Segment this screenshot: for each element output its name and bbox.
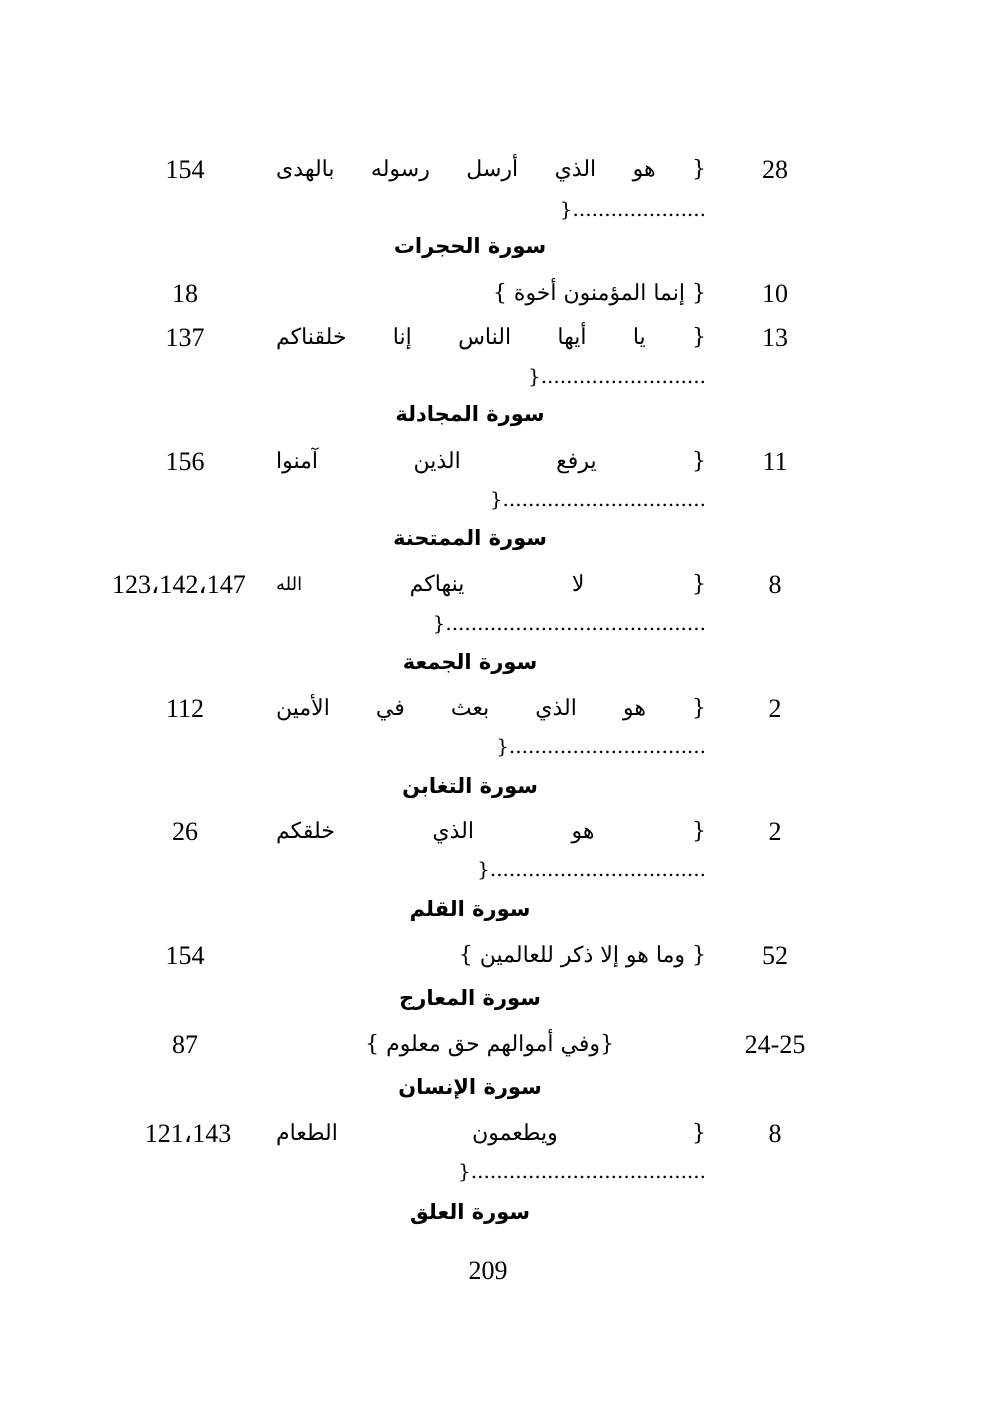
surah-heading: سورة التغابن [402, 774, 538, 798]
ayah-word: إنا [392, 325, 412, 350]
ayah-number: 24-25 [744, 1030, 806, 1059]
surah-heading: سورة الإنسان [398, 1075, 542, 1099]
page-references: 112 [165, 694, 205, 723]
page-number: 209 [468, 1256, 508, 1285]
surah-heading: سورة القلم [409, 897, 531, 921]
ayah-continuation: }................................ [489, 487, 706, 511]
ayah-continuation: }..................................... [458, 1159, 706, 1183]
ayah-word: ينهاكم [409, 572, 465, 597]
surah-heading: سورة العلق [409, 1200, 531, 1224]
ayah-word: رسوله [370, 157, 430, 182]
ayah-word: { [692, 449, 706, 474]
ayah-text: { إنما المؤمنون أخوة } [492, 281, 706, 306]
ayah-continuation: }.................................. [477, 857, 706, 881]
ayah-number: 2 [768, 694, 782, 723]
ayah-text [276, 570, 706, 600]
page-references: 154 [165, 941, 205, 970]
ayah-word: هو [571, 819, 595, 844]
ayah-word: الذي [535, 696, 577, 721]
ayah-word: يا [632, 325, 646, 350]
ayah-number: 28 [762, 155, 788, 184]
ayah-word: خلقكم [276, 819, 335, 844]
ayah-word: آمنوا [276, 449, 319, 474]
page-references: 26 [172, 817, 198, 846]
ayah-text: {وفي أموالهم حق معلوم } [365, 1032, 614, 1057]
page-references: 154 [165, 155, 205, 184]
ayah-word: هو [632, 157, 656, 182]
ayah-text [276, 694, 706, 724]
ayah-word: بعث [450, 696, 490, 721]
page-references: 87 [172, 1030, 198, 1059]
ayah-text [276, 155, 706, 185]
ayah-word: { [692, 696, 706, 721]
ayah-text: { وما هو إلا ذكر للعالمين } [458, 943, 706, 968]
ayah-word: الذين [413, 449, 461, 474]
ayah-word: بالهدى [276, 157, 335, 182]
ayah-word: الذي [432, 819, 474, 844]
ayah-word: أيها [557, 325, 587, 350]
ayah-word: ويطعمون [472, 1121, 558, 1146]
page-references: 121،143 [144, 1119, 232, 1148]
ayah-word: خلقناكم [276, 325, 347, 350]
page-references: 137 [165, 323, 205, 352]
ayah-word: { [692, 572, 706, 597]
ayah-word: الناس [458, 325, 512, 350]
ayah-word: الله [276, 574, 303, 595]
page-references: 156 [165, 447, 205, 476]
ayah-continuation: }............................... [496, 734, 706, 758]
ayah-number: 8 [768, 570, 782, 599]
ayah-word: لا [571, 572, 585, 597]
page-references: 123،142،147 [112, 570, 246, 599]
ayah-word: { [692, 325, 706, 350]
ayah-word: { [692, 157, 706, 182]
ayah-word: الذي [554, 157, 597, 182]
ayah-number: 10 [762, 279, 788, 308]
ayah-text [276, 323, 706, 353]
ayah-number: 13 [762, 323, 788, 352]
ayah-word: { [692, 819, 706, 844]
surah-heading: سورة الجمعة [402, 650, 538, 674]
ayah-number: 52 [762, 941, 788, 970]
ayah-number: 8 [768, 1119, 782, 1148]
surah-heading: سورة الحجرات [393, 234, 547, 258]
ayah-text [276, 1119, 706, 1149]
surah-heading: سورة الممتحنة [393, 526, 547, 550]
ayah-continuation: }......................................... [432, 611, 706, 635]
ayah-word: الأمين [276, 696, 330, 721]
ayah-text [276, 447, 706, 477]
page-references: 18 [172, 279, 198, 308]
ayah-number: 2 [768, 817, 782, 846]
surah-heading: سورة المعارج [399, 986, 541, 1010]
ayah-word: الطعام [276, 1121, 338, 1146]
ayah-continuation: }..................... [559, 197, 706, 221]
ayah-word: في [375, 696, 405, 721]
surah-heading: سورة المجادلة [395, 402, 545, 426]
ayah-number: 11 [762, 447, 788, 476]
ayah-word: { [692, 1121, 706, 1146]
ayah-word: يرفع [556, 449, 597, 474]
ayah-word: هو [622, 696, 646, 721]
ayah-word: أرسل [466, 157, 519, 182]
ayah-continuation: }.......................... [527, 364, 706, 388]
ayah-text [276, 817, 706, 847]
